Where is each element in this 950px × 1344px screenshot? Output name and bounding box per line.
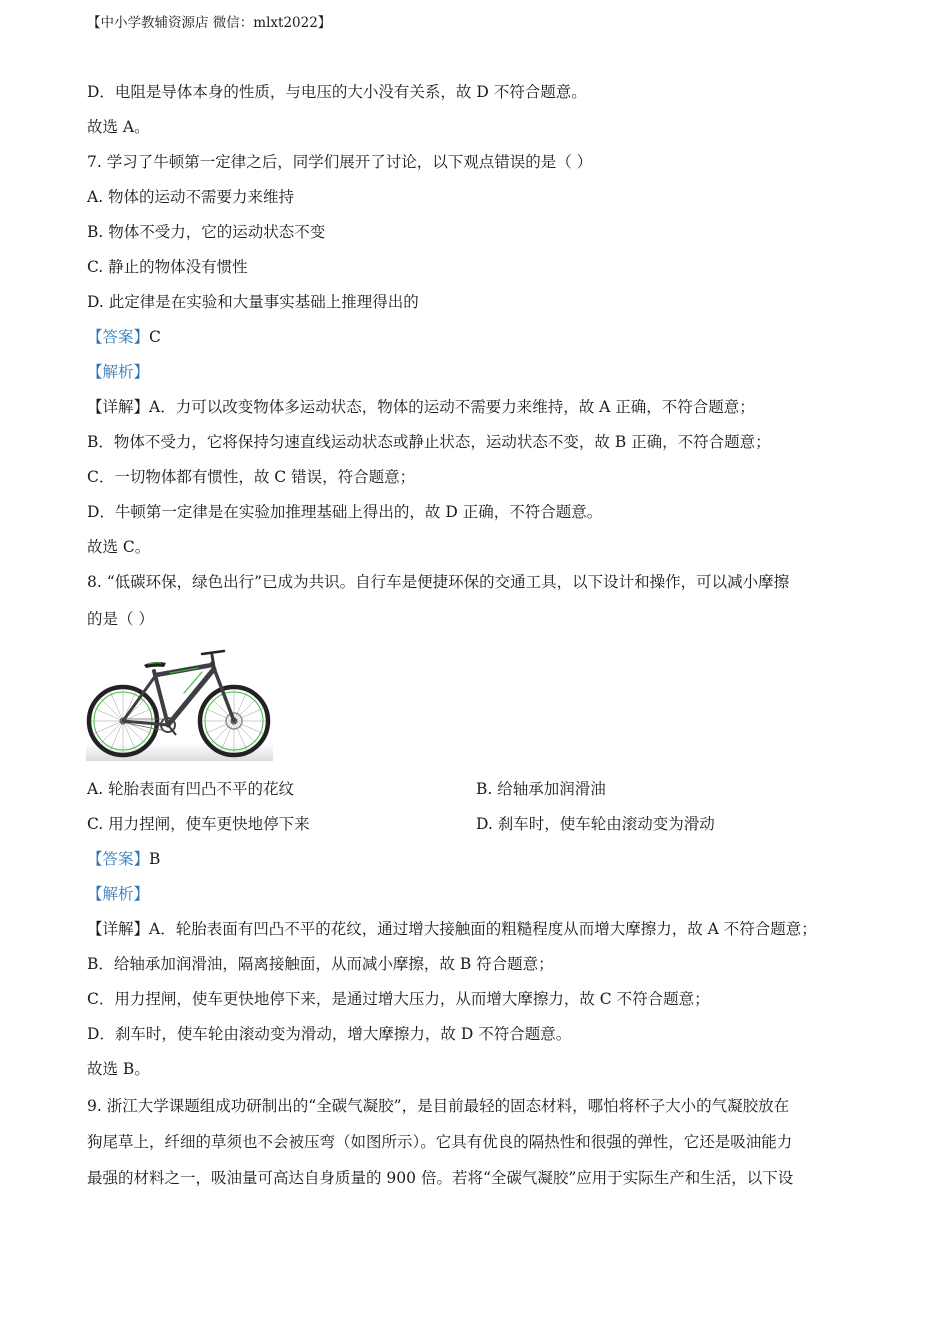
q7-detail-b: B．物体不受力，它将保持匀速直线运动状态或静止状态，运动状态不变，故 B 正确，不符合题意；	[87, 433, 771, 451]
q9-stem-line-3: 最强的材料之一，吸油量可高达自身质量的 900 倍。若将“全碳气凝胶”应用于实际生产和生活，以下设	[87, 1169, 794, 1187]
page-header: 【中小学教辅资源店 微信：mlxt2022】	[87, 15, 332, 31]
q8-option-d: D. 刹车时，使车轮由滚动变为滑动	[476, 815, 715, 833]
q7-answer	[87, 327, 161, 347]
q8-final-answer: 故选 B。	[87, 1060, 150, 1078]
q8-detail-c: C．用力捏闸，使车更快地停下来，是通过增大压力，从而增大摩擦力，故 C 不符合题意；	[87, 990, 710, 1008]
q8-detail-d: D．刹车时，使车轮由滚动变为滑动，增大摩擦力，故 D 不符合题意。	[87, 1025, 572, 1043]
q7-final-answer: 故选 C。	[87, 538, 151, 556]
q8-option-b: B. 给轴承加润滑油	[476, 780, 606, 798]
q6-final-answer: 故选 A。	[87, 118, 150, 136]
q7-option-c: C. 静止的物体没有惯性	[87, 258, 248, 276]
q8-option-a: A. 轮胎表面有凹凸不平的花纹	[87, 780, 295, 798]
q7-stem: 7. 学习了牛顿第一定律之后，同学们展开了讨论，以下观点错误的是（ ）	[87, 153, 593, 171]
q7-answer-value: C	[149, 328, 161, 346]
q9-stem-line-2: 狗尾草上，纤细的草须也不会被压弯（如图所示）。它具有优良的隔热性和很强的弹性，它还是吸油能力	[87, 1133, 793, 1151]
q8-answer-tag: 【答案】	[87, 850, 150, 868]
q7-detail-tag: 【详解】	[87, 398, 150, 416]
q7-detail-c: C．一切物体都有惯性，故 C 错误，符合题意；	[87, 468, 416, 486]
q7-detail-d: D．牛顿第一定律是在实验加推理基础上得出的，故 D 正确，不符合题意。	[87, 503, 603, 521]
q8-detail-tag: 【详解】	[87, 920, 150, 938]
q8-answer-value: B	[149, 850, 161, 868]
q7-option-a: A. 物体的运动不需要力来维持	[87, 188, 295, 206]
q7-analysis-tag: 【解析】	[87, 363, 150, 381]
q8-detail-b: B．给轴承加润滑油，隔离接触面，从而减小摩擦，故 B 符合题意；	[87, 955, 554, 973]
bicycle-image	[86, 643, 273, 761]
q9-stem-line-1: 9. 浙江大学课题组成功研制出的“全碳气凝胶”，是目前最轻的固态材料，哪怕将杯子大小的气凝胶放在	[87, 1097, 790, 1115]
q7-answer-tag: 【答案】	[87, 328, 150, 346]
q8-detail-a-text: A．轮胎表面有凹凸不平的花纹，通过增大接触面的粗糙程度从而增大摩擦力，故 A 不符合题意；	[149, 920, 817, 938]
q8-answer	[87, 849, 160, 869]
q8-analysis-tag: 【解析】	[87, 885, 150, 903]
q7-option-d: D. 此定律是在实验和大量事实基础上推理得出的	[87, 293, 419, 311]
q8-stem-line-1: 8. “低碳环保，绿色出行”已成为共识。自行车是便捷环保的交通工具，以下设计和操作，可以减小摩擦	[87, 573, 790, 591]
q8-stem-line-2: 的是（ ）	[87, 610, 154, 628]
q7-option-b: B. 物体不受力，它的运动状态不变	[87, 223, 326, 241]
q7-detail-a-text: A．力可以改变物体多运动状态，物体的运动不需要力来维持，故 A 正确，不符合题意；	[149, 398, 755, 416]
q6-option-d-explanation: D．电阻是导体本身的性质，与电压的大小没有关系，故 D 不符合题意。	[87, 83, 587, 101]
q7-detail-a	[87, 397, 755, 417]
q8-detail-a	[87, 919, 817, 939]
q8-option-c: C. 用力捏闸，使车更快地停下来	[87, 815, 310, 833]
